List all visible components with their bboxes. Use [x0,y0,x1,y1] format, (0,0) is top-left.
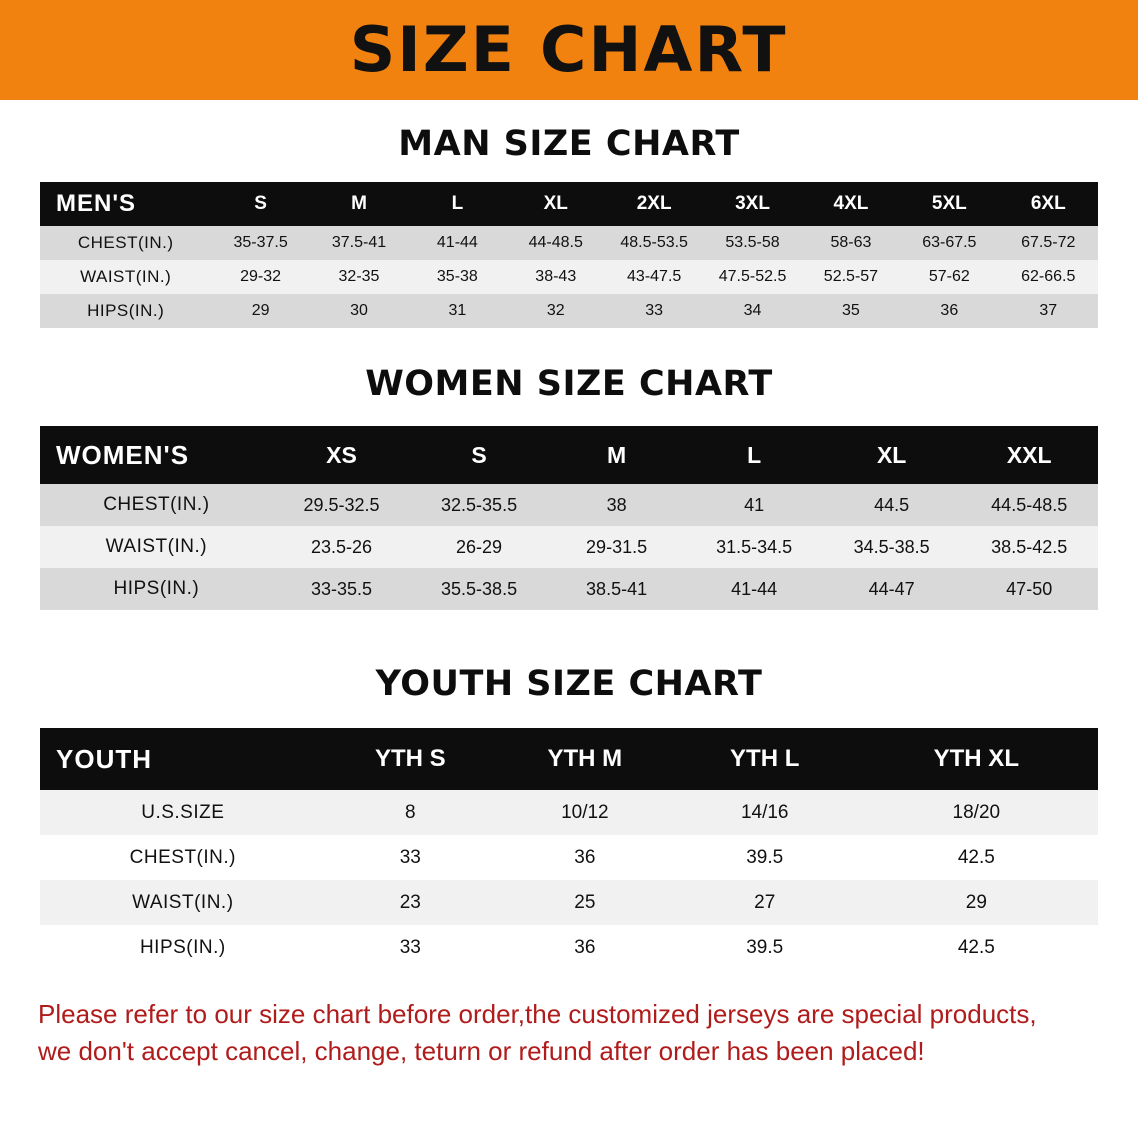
man-header-cell: 6XL [1030,193,1066,214]
policy-note [38,996,1100,1070]
youth-cell: 10/12 [561,801,609,823]
youth-cell: 39.5 [746,936,784,958]
man-header-cell: 3XL [735,193,770,214]
man-cell: 41-44 [436,234,478,251]
women-cell: 29-31.5 [586,536,648,557]
man-cell: 34 [743,302,762,319]
youth-row-label: WAIST(IN.) [132,891,234,913]
women-table-wrapper [0,426,1138,610]
women-cell: 44.5 [874,494,910,515]
youth-header-cell: YTH S [374,745,446,772]
man-cell: 48.5-53.5 [620,234,688,251]
man-cell: 52.5-57 [823,268,879,285]
youth-cell: 36 [574,936,596,958]
youth-header-row [40,728,1098,790]
man-cell: 43-47.5 [627,268,682,285]
man-header-cell: XL [543,193,568,214]
youth-row-label: CHEST(IN.) [129,846,236,868]
youth-cell: 33 [399,846,421,868]
women-header-cell: XS [326,441,357,468]
table-row [40,835,1098,880]
women-cell: 41 [744,494,765,515]
youth-cell: 8 [405,801,416,823]
women-header-label: WOMEN'S [56,439,190,470]
women-row-label: HIPS(IN.) [113,578,200,599]
youth-header-cell: YTH M [547,745,623,772]
youth-cell: 25 [574,891,596,913]
man-cell: 37 [1039,302,1058,319]
man-row-label: CHEST(IN.) [77,233,174,252]
man-header-cell: 2XL [636,193,672,214]
man-row-label: HIPS(IN.) [87,301,165,320]
banner-title: SIZE CHART [350,13,788,86]
man-cell: 47.5-52.5 [718,268,787,285]
table-row [40,790,1098,835]
man-header-cell: M [351,193,367,214]
man-section-title: MAN SIZE CHART [398,124,740,164]
women-cell: 23.5-26 [310,536,373,557]
women-cell: 35.5-38.5 [441,578,518,599]
youth-table-wrapper [0,728,1138,970]
youth-cell: 27 [754,891,776,913]
women-row-label: CHEST(IN.) [103,494,210,515]
table-row [40,568,1098,610]
youth-cell: 18/20 [952,801,1001,823]
table-row [40,526,1098,568]
banner [0,0,1138,100]
man-cell: 36 [940,302,959,319]
women-cell: 41-44 [731,578,778,599]
women-cell: 44-47 [868,578,915,599]
table-row [40,226,1098,260]
women-cell: 32.5-35.5 [441,494,518,515]
women-cell: 38.5-42.5 [991,536,1068,557]
man-header-cell: S [254,193,267,214]
youth-header-label: YOUTH [56,743,152,774]
youth-cell: 42.5 [957,936,995,958]
table-row [40,294,1098,328]
policy-note-line-1: Please refer to our size chart before order,the customized jerseys are special products, [38,999,1037,1029]
youth-cell: 33 [399,936,421,958]
women-cell: 26-29 [456,536,503,557]
women-header-cell: M [606,441,627,468]
youth-cell: 23 [399,891,421,913]
man-cell: 67.5-72 [1021,234,1076,251]
man-cell: 38-43 [535,268,577,285]
women-cell: 33-35.5 [310,578,373,599]
youth-header-cell: YTH XL [933,745,1019,772]
women-cell: 47-50 [1006,578,1053,599]
youth-header-cell: YTH L [730,745,800,772]
man-cell: 29 [251,302,270,319]
table-row [40,880,1098,925]
man-cell: 35-38 [436,268,478,285]
man-cell: 57-62 [928,268,970,285]
youth-cell: 36 [574,846,596,868]
man-cell: 32 [546,302,565,319]
youth-cell: 14/16 [740,801,789,823]
man-cell: 37.5-41 [331,234,387,251]
women-size-table [40,426,1098,610]
women-cell: 38.5-41 [586,578,648,599]
man-cell: 35 [842,302,860,319]
youth-cell: 29 [965,891,987,913]
youth-cell: 42.5 [957,846,995,868]
man-cell: 62-66.5 [1021,268,1076,285]
man-cell: 53.5-58 [725,234,780,251]
women-cell: 44.5-48.5 [991,494,1068,515]
women-section-title: WOMEN SIZE CHART [365,364,773,404]
man-cell: 31 [448,302,467,319]
man-size-table [40,182,1098,328]
man-header-cell: L [451,193,464,214]
man-cell: 58-63 [830,234,872,251]
youth-row-label: U.S.SIZE [141,801,225,823]
man-header-cell: 5XL [931,193,967,214]
man-cell: 63-67.5 [922,234,977,251]
table-row [40,484,1098,526]
man-table-wrapper [0,182,1138,328]
man-cell: 30 [350,302,368,319]
table-row [40,925,1098,970]
man-cell: 32-35 [338,268,380,285]
women-header-cell: XXL [1006,441,1052,468]
man-cell: 35-37.5 [233,234,288,251]
youth-row-label: HIPS(IN.) [139,936,226,958]
man-row-label: WAIST(IN.) [80,267,172,286]
women-header-cell: XL [876,441,907,468]
women-header-cell: S [471,441,487,468]
man-header-row [40,182,1098,226]
table-row [40,260,1098,294]
man-cell: 44-48.5 [528,234,583,251]
man-cell: 33 [645,302,664,319]
women-cell: 34.5-38.5 [853,536,930,557]
policy-note-line-2: we don't accept cancel, change, teturn or refund after order has been placed! [38,1035,925,1066]
youth-cell: 39.5 [746,846,784,868]
man-header-label: MEN'S [56,190,137,217]
youth-size-table [40,728,1098,970]
youth-section-title: YOUTH SIZE CHART [375,664,763,704]
women-cell: 38 [606,494,627,515]
man-cell: 29-32 [240,268,282,285]
women-header-cell: L [747,441,762,468]
man-header-cell: 4XL [833,193,869,214]
women-row-label: WAIST(IN.) [105,536,208,557]
women-cell: 31.5-34.5 [716,536,793,557]
women-cell: 29.5-32.5 [303,494,380,515]
women-header-row [40,426,1098,484]
